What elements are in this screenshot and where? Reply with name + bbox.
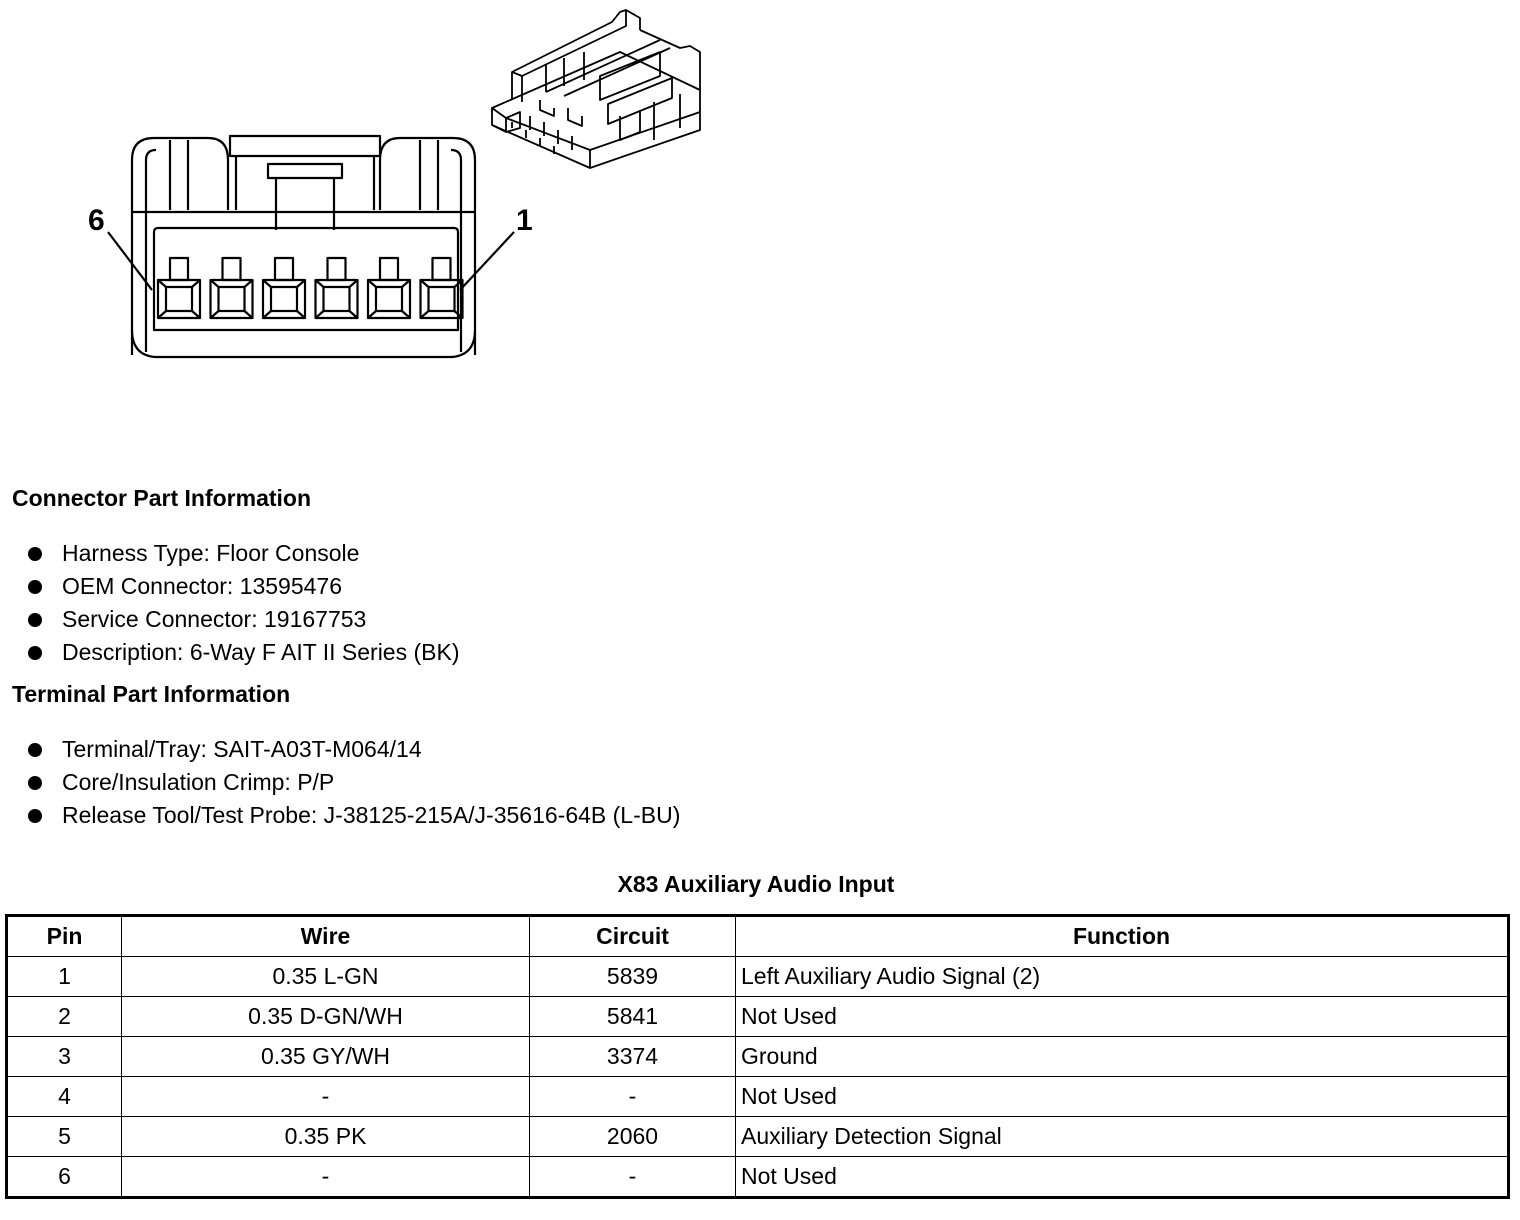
- pin-cell: 3: [7, 1037, 122, 1077]
- header-wire: Wire: [122, 916, 530, 957]
- pin-cell: 4: [7, 1077, 122, 1117]
- function-cell: Not Used: [736, 997, 1509, 1037]
- function-cell: Left Auxiliary Audio Signal (2): [736, 957, 1509, 997]
- header-circuit: Circuit: [530, 916, 736, 957]
- circuit-cell: 5841: [530, 997, 736, 1037]
- circuit-cell: 3374: [530, 1037, 736, 1077]
- list-item: [28, 636, 460, 669]
- table-row: [7, 1037, 1509, 1077]
- terminal-cavity: [316, 258, 358, 318]
- table-row: [7, 997, 1509, 1037]
- table-row: [7, 957, 1509, 997]
- pin-cell: 1: [7, 957, 122, 997]
- circuit-cell: -: [530, 1077, 736, 1117]
- circuit-cell: -: [530, 1157, 736, 1198]
- list-item: [28, 570, 460, 603]
- bullet-icon: [28, 743, 42, 757]
- terminal-cavity: [421, 258, 463, 318]
- bullet-icon: [28, 809, 42, 823]
- bullet-icon: [28, 547, 42, 561]
- list-item-text: Core/Insulation Crimp: P/P: [62, 769, 335, 795]
- list-item: [28, 799, 680, 832]
- list-item-text: Description: 6-Way F AIT II Series (BK): [62, 639, 460, 665]
- table-header-row: [7, 916, 1509, 957]
- wire-cell: -: [122, 1157, 530, 1198]
- list-item: [28, 537, 460, 570]
- terminal-cavity: [263, 258, 305, 318]
- terminal-info-heading: Terminal Part Information: [12, 681, 291, 707]
- list-item-text: Harness Type: Floor Console: [62, 540, 360, 566]
- pin-1-leader-line: [460, 232, 514, 290]
- bullet-icon: [28, 776, 42, 790]
- wire-cell: 0.35 L-GN: [122, 957, 530, 997]
- terminal-cavity: [211, 258, 253, 318]
- table-title: X83 Auxiliary Audio Input: [617, 871, 895, 897]
- wire-cell: 0.35 D-GN/WH: [122, 997, 530, 1037]
- pin-cell: 6: [7, 1157, 122, 1198]
- header-function: Function: [736, 916, 1509, 957]
- pinout-table: [5, 914, 1510, 1199]
- pin-6-label: 6: [88, 204, 105, 237]
- bullet-icon: [28, 646, 42, 660]
- connector-info-heading: Connector Part Information: [12, 485, 312, 511]
- function-cell: Auxiliary Detection Signal: [736, 1117, 1509, 1157]
- pin-cell: 2: [7, 997, 122, 1037]
- function-cell: Not Used: [736, 1157, 1509, 1198]
- wire-cell: 0.35 GY/WH: [122, 1037, 530, 1077]
- function-cell: Ground: [736, 1037, 1509, 1077]
- circuit-cell: 2060: [530, 1117, 736, 1157]
- list-item-text: OEM Connector: 13595476: [62, 573, 343, 599]
- function-cell: Not Used: [736, 1077, 1509, 1117]
- list-item: [28, 733, 680, 766]
- wire-cell: 0.35 PK: [122, 1117, 530, 1157]
- table-row: [7, 1077, 1509, 1117]
- bullet-icon: [28, 580, 42, 594]
- pin-1-label: 1: [516, 204, 533, 237]
- pin-cell: 5: [7, 1117, 122, 1157]
- circuit-cell: 5839: [530, 957, 736, 997]
- terminal-cavity: [368, 258, 410, 318]
- bullet-icon: [28, 613, 42, 627]
- table-row: [7, 1117, 1509, 1157]
- connector-face-view: [132, 136, 475, 357]
- list-item: [28, 603, 460, 636]
- wire-cell: -: [122, 1077, 530, 1117]
- list-item-text: Service Connector: 19167753: [62, 606, 367, 632]
- list-item-text: Release Tool/Test Probe: J-38125-215A/J-35616-64B (L-BU): [62, 802, 681, 828]
- table-row: [7, 1157, 1509, 1198]
- terminal-info-list: [28, 733, 680, 832]
- connector-isometric-view: [492, 10, 700, 168]
- header-pin: Pin: [7, 916, 122, 957]
- list-item-text: Terminal/Tray: SAIT-A03T-M064/14: [62, 736, 422, 762]
- connector-info-list: [28, 537, 460, 669]
- list-item: [28, 766, 680, 799]
- connector-illustration: [60, 0, 760, 380]
- terminal-cavity: [158, 258, 200, 318]
- connector-terminal-cavities: [158, 258, 463, 318]
